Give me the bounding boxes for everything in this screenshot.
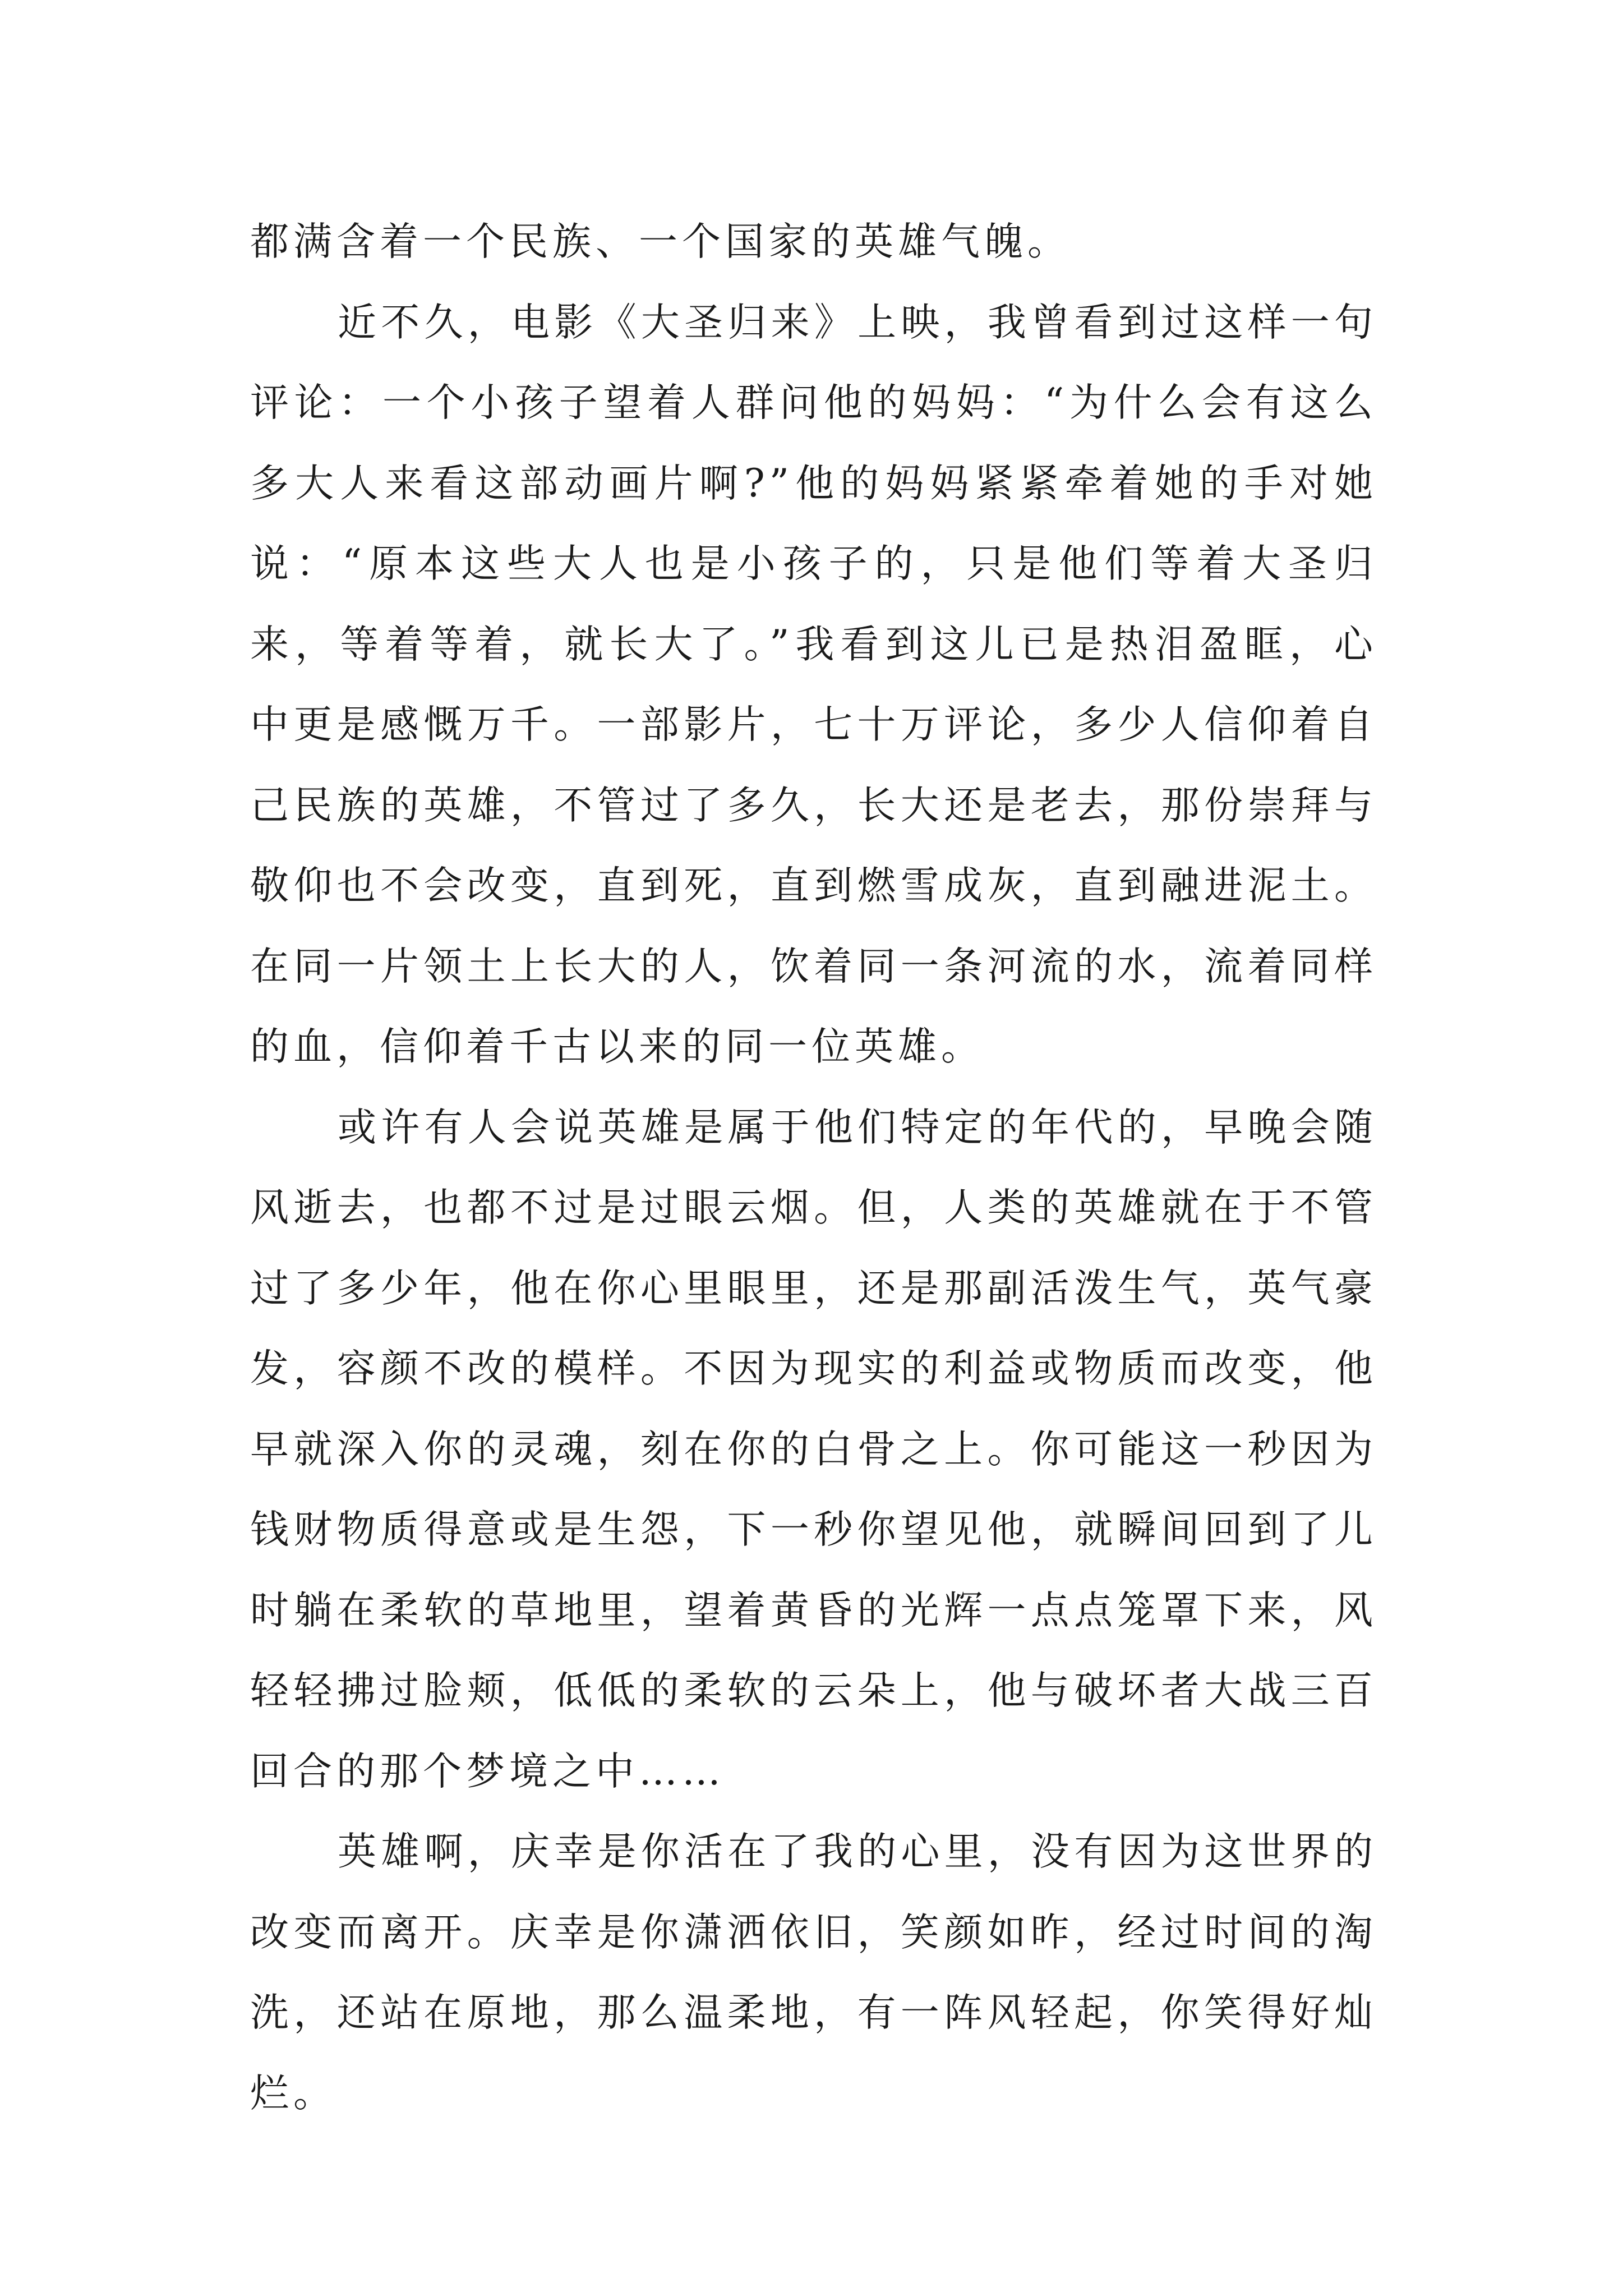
paragraph-2: 近不久，电影《大圣归来》上映，我曾看到过这样一句评论：一个小孩子望着人群问他的妈妈：“为什么会有这么多大人来看这部动画片啊?”他的妈妈紧紧牵着她的手对她说：“原本这些大人也是小孩子的，只是他们等着大圣归来，等着等着，就长大了。”我看到这儿已是热泪盈眶，心中更是感慨万千。一部影片，七十万评论，多少人信仰着自己民族的英雄，不管过了多久，长大还是老去，那份崇拜与敬仰也不会改变，直到死，直到燃雪成灰，直到融进泥土。在同一片领土上长大的人，饮着同一条河流的水，流着同样的血，信仰着千古以来的同一位英雄。: [250, 300, 1377, 1069]
paragraph-1: 都满含着一个民族、一个国家的英雄气魄。: [250, 219, 1071, 264]
paragraph-3: 或许有人会说英雄是属于他们特定的年代的，早晚会随风逝去，也都不过是过眼云烟。但，人类的英雄就在于不管过了多少年，他在你心里眼里，还是那副活泼生气，英气豪发，容颜不改的模样。不因为现实的利益或物质而改变，他早就深入你的灵魂，刻在你的白骨之上。你可能这一秒因为钱财物质得意或是生怨，下一秒你望见他，就瞬间回到了儿时躺在柔软的草地里，望着黄昏的光辉一点点笼罩下来，风轻轻拂过脸颊，低低的柔软的云朵上，他与破坏者大战三百回合的那个梦境之中……: [250, 1105, 1377, 1794]
document-body: [250, 202, 1377, 2134]
paragraph-4: 英雄啊，庆幸是你活在了我的心里，没有因为这世界的改变而离开。庆幸是你潇洒依旧，笑颜如昨，经过时间的淘洗，还站在原地，那么温柔地，有一阵风轻起，你笑得好灿烂。: [250, 1829, 1377, 2116]
